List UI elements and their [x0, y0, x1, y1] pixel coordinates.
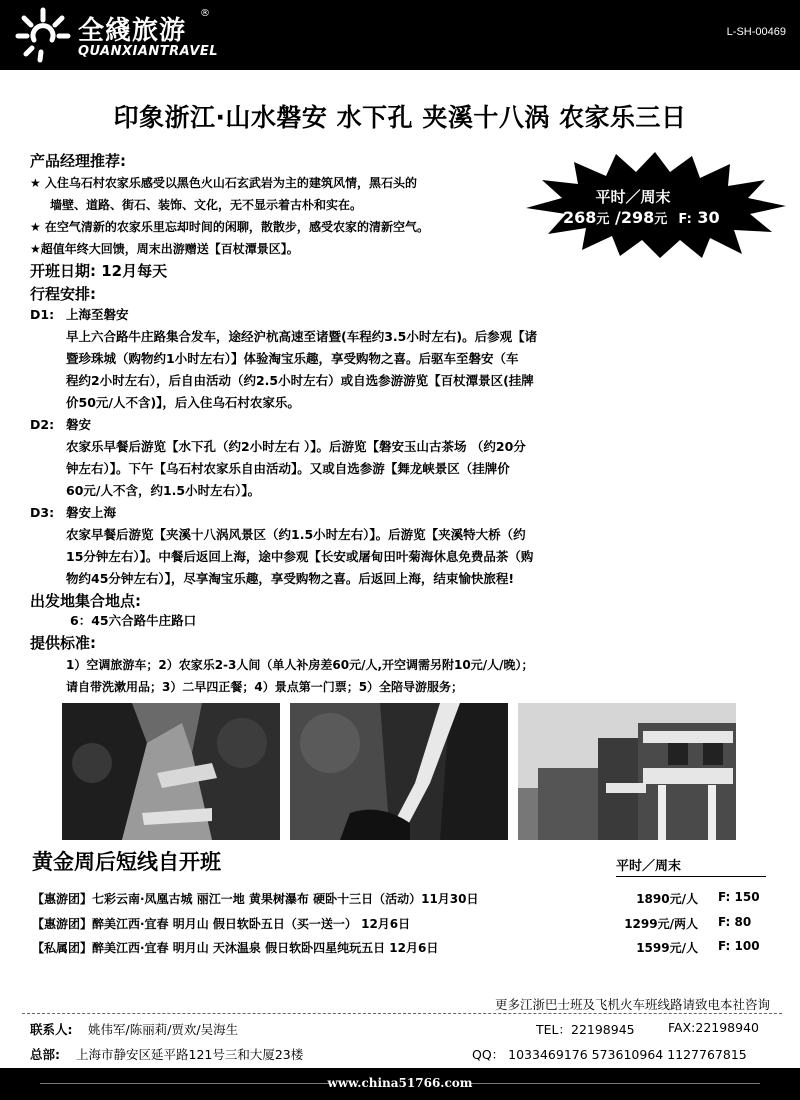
day-line: 暨珍珠城（购物约1小时左右）】体验淘宝乐趣，享受购物之喜。后驱车至磐安（车: [66, 351, 519, 366]
tour-row-price: 1299元/两人: [624, 917, 698, 931]
weekday-price: 268: [563, 208, 597, 227]
day-line: 15分钟左右）】。中餐后返回上海，途中参观【长安或屠甸田叶菊海休息免费品茶（购: [66, 549, 534, 564]
f-value: 30: [697, 208, 720, 227]
day-title: 上海至磐安: [66, 307, 129, 322]
date-row: [30, 260, 167, 281]
golden-price-head: 平时／周末: [616, 855, 766, 877]
footer-website-link[interactable]: www.china51766.com: [327, 1076, 473, 1090]
meeting-heading: 出发地集合地点:: [30, 592, 141, 610]
day-label: D1:: [30, 307, 55, 322]
brand-name-en: QUANXIANTRAVEL: [78, 44, 219, 59]
date-label: 开班日期:: [30, 262, 96, 280]
day-line: 早上六合路牛庄路集合发车，途经沪杭高速至诸暨(车程约3.5小时左右)。后参观【诸: [66, 329, 538, 344]
golden-title: 黄金周后短线自开班: [32, 850, 221, 874]
weekend-price: 298: [620, 208, 655, 227]
hq-label: 总部:: [30, 1047, 60, 1062]
recommend-line: 墙壁、道路、街石、装饰、文化，无不显示着古朴和实在。: [50, 198, 363, 212]
day-line: 农家早餐后游览【夹溪十八涡风景区（约1.5小时左右）】。后游览【夹溪特大桥（约: [66, 527, 526, 542]
tour-row-f: F: 80: [718, 915, 752, 929]
day-line: 钟左右）】。下午【乌石村农家乐自由活动】。又或自选参游【舞龙峡景区（挂牌价: [66, 461, 510, 476]
day-line: 60元/人不含，约1.5小时左右）】。: [66, 483, 261, 498]
day-title: 磐安: [66, 417, 92, 432]
tel: TEL：22198945: [536, 1022, 635, 1037]
fax: FAX:22198940: [668, 1020, 759, 1035]
f-label: F:: [678, 212, 692, 227]
qq-numbers: QQ： 1033469176 573610964 1127767815: [472, 1047, 747, 1062]
contacts-value: 姚伟军/陈丽莉/贾欢/吴海生: [88, 1022, 239, 1037]
page-title: 印象浙江·山水磐安 水下孔 夹溪十八涡 农家乐三日: [113, 103, 687, 132]
header-bar: [0, 0, 800, 70]
price-label: 平时／周末: [595, 188, 671, 206]
product-code: L-SH-00469: [726, 26, 786, 38]
recommend-line: ★ 入住乌石村农家乐感受以黑色火山石玄武岩为主的建筑风情，黑石头的: [30, 176, 417, 190]
schedule-heading: 行程安排:: [30, 285, 96, 303]
price-separator: /: [609, 208, 621, 227]
sun-logo-icon: [14, 6, 72, 64]
tour-row-price: 1890元/人: [636, 892, 698, 906]
tour-row-name: 【私属团】醉美江西·宜春 明月山 天沐温泉 假日软卧四星纯玩五日 12月6日: [32, 941, 439, 955]
tour-row-name: 【惠游团】七彩云南·凤凰古城 丽江一地 黄果树瀑布 硬卧十三日（活动）11月30日: [32, 892, 479, 906]
tour-row-f: F: 150: [718, 890, 760, 904]
day-label: D3:: [30, 505, 55, 520]
day-line: 程约2小时左右），后自由活动（约2.5小时左右）或自选参游游览【百杖潭景区(挂牌: [66, 373, 534, 388]
recommend-heading: 产品经理推荐:: [30, 152, 126, 170]
standards-heading: 提供标准:: [30, 634, 96, 652]
standards-line: 1）空调旅游车；2）农家乐2-3人间（单人补房差60元/人,开空调需另附10元/人/晚）；: [66, 658, 534, 672]
waterfall-photo: [290, 703, 508, 840]
brand-name-cn: 全綫旅游: [78, 16, 187, 46]
more-routes-note: 更多江浙巴士班及飞机火车班线路请致电本社咨询: [494, 997, 770, 1012]
tour-row-price: 1599元/人: [636, 941, 698, 955]
price-values: 268元 /298元 F: 30: [563, 208, 720, 227]
recommend-line: ★ 在空气清新的农家乐里忘却时间的闲聊，散散步，感受农家的清新空气。: [30, 220, 429, 234]
tour-row-f: F: 100: [718, 939, 760, 953]
contacts-label: 联系人:: [30, 1022, 73, 1037]
day-title: 磐安上海: [66, 505, 117, 520]
date-value: 12月每天: [101, 262, 168, 280]
tour-row-name: 【惠游团】醉美江西·宜春 明月山 假日软卧五日（买一送一） 12月6日: [32, 917, 411, 931]
meeting-value: 6：45六合路牛庄路口: [70, 613, 197, 628]
day-label: D2:: [30, 417, 55, 432]
hq-address: 上海市静安区延平路121号三和大厦23楼: [76, 1047, 304, 1062]
registered-mark: ®: [200, 8, 210, 19]
day-line: 物约45分钟左右）】，尽享淘宝乐趣，享受购物之喜。后返回上海，结束愉快旅程!: [66, 571, 515, 586]
village-house-photo: [518, 703, 736, 840]
standards-line: 请自带洗漱用品；3）二早四正餐；4）景点第一门票；5）全陪导游服务；: [66, 680, 464, 694]
day-line: 农家乐早餐后游览【水下孔（约2小时左右 ）】。后游览【磐安玉山古茶场 （约20分: [66, 439, 526, 454]
day-line: 价50元/人不含)】，后入住乌石村农家乐。: [66, 395, 300, 410]
canyon-photo: [62, 703, 280, 840]
recommend-line: ★超值年终大回馈，周末出游赠送【百杖潭景区】。: [30, 242, 299, 256]
